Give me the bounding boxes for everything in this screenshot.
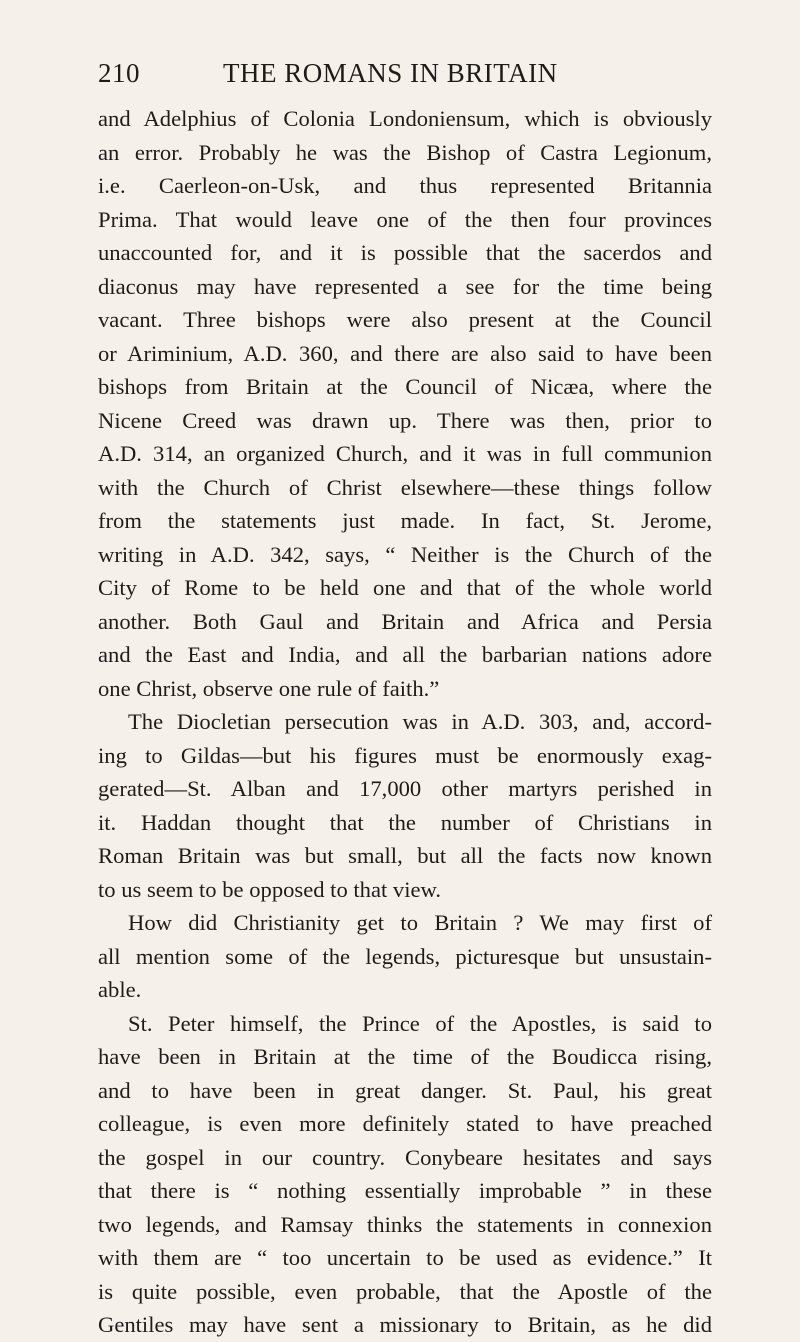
text-line: is quite possible, even probable, that the Apostle of the <box>98 1278 712 1304</box>
text-line: St. Peter himself, the Prince of the Apostles, is said to <box>128 1010 712 1036</box>
text-line: and to have been in great danger. St. Paul, his great <box>98 1077 712 1103</box>
text-line: from the statements just made. In fact, St. Jerome, <box>98 508 712 533</box>
running-title: THE ROMANS IN BRITAIN <box>223 58 558 88</box>
page-number: 210 <box>98 58 140 88</box>
text-line: How did Christianity get to Britain ? We may first of <box>128 910 712 935</box>
text-line: Nicene Creed was drawn up. There was then, prior to <box>98 407 712 433</box>
text-line: vacant. Three bishops were also present at the Council <box>98 307 712 332</box>
text-line: and the East and India, and all the barbarian nations adore <box>98 642 712 667</box>
text-line: writing in A.D. 342, says, “ Neither is the Church of the <box>98 541 712 567</box>
running-head <box>98 58 712 102</box>
book-page <box>98 58 712 1342</box>
text-line: i.e. Caerleon-on-Usk, and thus represented Britannia <box>98 173 712 198</box>
text-line: with them are “ too uncertain to be used as evidence.” It <box>98 1245 712 1270</box>
text-line: The Diocletian persecution was in A.D. 303, and, accord- <box>128 709 712 734</box>
text-line: colleague, is even more definitely stated to have preached <box>98 1111 712 1136</box>
text-line: all mention some of the legends, picturesque but unsustain- <box>98 943 712 969</box>
text-line: able. <box>98 977 142 1002</box>
text-line: to us seem to be opposed to that view. <box>98 876 442 902</box>
text-line: or Ariminium, A.D. 360, and there are also said to have been <box>98 340 712 366</box>
text-line: Prima. That would leave one of the then four provinces <box>98 206 712 232</box>
text-line: two legends, and Ramsay thinks the statements in connexion <box>98 1211 712 1237</box>
text-line: diaconus may have represented a see for the time being <box>98 273 712 299</box>
text-line: an error. Probably he was the Bishop of Castra Legionum, <box>98 139 712 165</box>
text-line: ing to Gildas—but his figures must be enormously exag- <box>98 742 712 768</box>
text-line: with the Church of Christ elsewhere—these things follow <box>98 474 712 500</box>
text-line: gerated—St. Alban and 17,000 other martyrs perished in <box>98 776 712 801</box>
text-line: bishops from Britain at the Council of Nicæa, where the <box>98 374 712 399</box>
text-line: Roman Britain was but small, but all the facts now known <box>98 843 712 868</box>
text-line: one Christ, observe one rule of faith.” <box>98 675 440 701</box>
text-line: Gentiles may have sent a missionary to Britain, as he did <box>98 1312 712 1337</box>
text-line: that there is “ nothing essentially improbable ” in these <box>98 1178 712 1203</box>
text-line: unaccounted for, and it is possible that the sacerdos and <box>98 240 712 265</box>
text-line: the gospel in our country. Conybeare hesitates and says <box>98 1144 712 1170</box>
text-line: City of Rome to be held one and that of the whole world <box>98 575 712 600</box>
text-line: it. Haddan thought that the number of Christians in <box>98 809 712 835</box>
body-text <box>98 102 712 1342</box>
text-line: have been in Britain at the time of the Boudicca rising, <box>98 1044 712 1069</box>
text-line: another. Both Gaul and Britain and Africa and Persia <box>98 608 712 634</box>
text-line: and Adelphius of Colonia Londoniensum, which is obviously <box>98 106 712 131</box>
text-line: A.D. 314, an organized Church, and it was in full communion <box>98 441 712 466</box>
